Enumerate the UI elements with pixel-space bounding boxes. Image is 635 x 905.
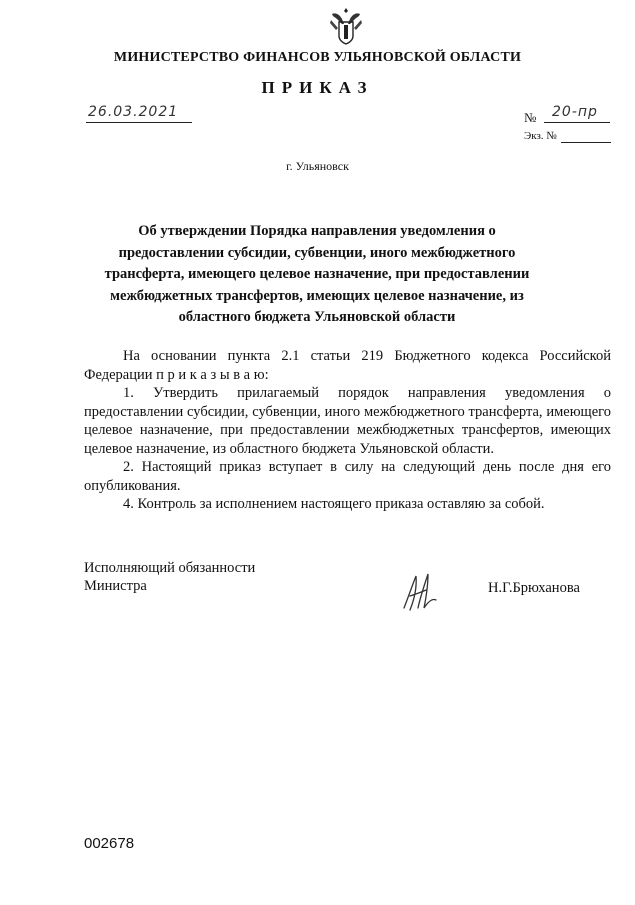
body-paragraph: 4. Контроль за исполнением настоящего приказа оставляю за собой.	[123, 496, 545, 512]
copy-number-underline	[561, 129, 611, 143]
signatory-role-line: Министра	[84, 578, 147, 594]
coat-of-arms-icon	[328, 6, 364, 46]
signatory-role	[84, 559, 255, 595]
body-paragraph: На основании пункта 2.1 статьи 219 Бюджетного кодекса Российской Федерации п р и к а з ы в а ю:	[84, 348, 611, 383]
signatory-name: Н.Г.Брюханова	[488, 580, 580, 596]
handwritten-signature	[400, 568, 440, 614]
document-number: 20-пр	[552, 104, 598, 120]
body-paragraph: 1. Утвердить прилагаемый порядок направления уведомления о предоставлении субсидии, субвенции, иного межбюджетного трансферта, имеющего целевое назначение, при предоставлении межбюджетных трансфертов, имеющих целевое назначение, из областного бюджета Ульяновской области.	[84, 385, 611, 457]
signatory-role-line: Исполняющий обязанности	[84, 560, 256, 576]
document-id-number: 002678	[84, 835, 135, 852]
copy-number-label: Экз. №	[524, 130, 557, 142]
document-type: ПРИКАЗ	[261, 78, 374, 97]
body-paragraph: 2. Настоящий приказ вступает в силу на следующий день после дня его опубликования.	[84, 459, 611, 494]
ministry-name: МИНИСТЕРСТВО ФИНАНСОВ УЛЬЯНОВСКОЙ ОБЛАСТИ	[113, 50, 522, 65]
city: г. Ульяновск	[286, 159, 349, 173]
document-body	[84, 347, 611, 514]
document-date: 26.03.2021	[88, 104, 179, 120]
number-label: №	[524, 110, 537, 125]
document-title: Об утверждении Порядка направления уведомления о предоставлении субсидии, субвенции, иного межбюджетного трансферта, имеющего целевое назначение, при предоставлении межбюджетных трансфертов, имеющих целевое назначение, из областного бюджета Ульяновской области	[104, 223, 530, 325]
